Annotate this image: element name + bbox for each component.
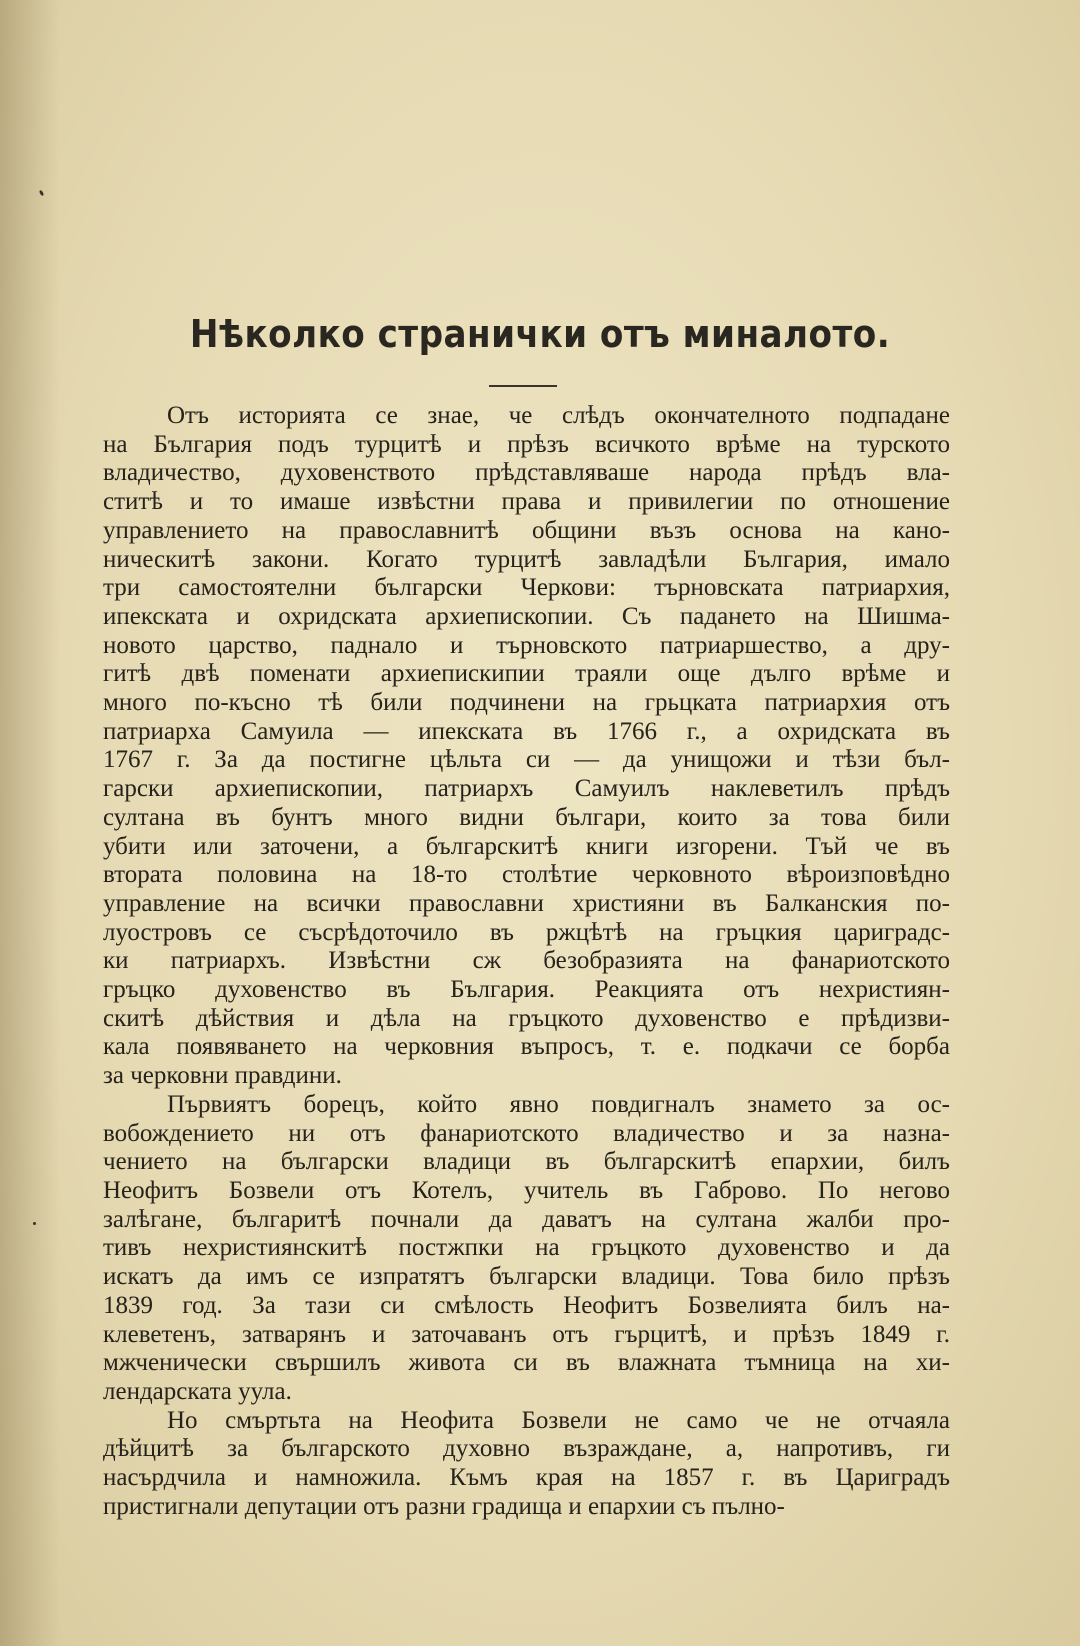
text-line: залѣгане, българитѣ почнали да даватъ на султана жалби про-	[103, 1205, 950, 1233]
text-line: патриарха Самуила — ипекската въ 1766 г., а охридската въ	[103, 717, 950, 745]
paragraph	[103, 1407, 950, 1522]
text-line: за черковни правдини.	[103, 1062, 342, 1090]
text-line: чението на български владици въ българскитѣ епархии, билъ	[103, 1148, 950, 1176]
spine-shadow	[0, 0, 60, 1646]
text-line: 1839 год. За тази си смѣлость Неофитъ Бозвелията билъ на-	[103, 1291, 950, 1319]
text-line: втората половина на 18-то столѣтие черковното вѣроизповѣдно	[103, 861, 950, 889]
text-line: кала появяването на черковния въпросъ, т. е. подкачи се борба	[103, 1033, 950, 1061]
article-body	[103, 402, 950, 1521]
text-line: насърдчила и намножила. Къмъ края на 1857 г. въ Цариградъ	[103, 1464, 950, 1492]
text-line: ки патриархъ. Извѣстни сж безобразията на фанариотското	[103, 947, 950, 975]
text-line: гитѣ двѣ поменати архиепискипии траяли още дълго врѣме и	[103, 660, 950, 688]
text-line: клеветенъ, затварянъ и заточаванъ отъ гърцитѣ, и прѣзъ 1849 г.	[103, 1320, 950, 1348]
text-line: на България подъ турцитѣ и прѣзъ всичкото врѣме на турското	[103, 430, 950, 458]
text-line: три самостоятелни български Черкови: търновската патриархия,	[103, 574, 950, 602]
text-line: много по-късно тѣ били подчинени на грьцката патриархия отъ	[103, 689, 950, 717]
text-line: управлението на православнитѣ общини възъ основа на кано-	[103, 516, 950, 544]
text-line: ипекската и охридската архиепископии. Съ падането на Шишма-	[103, 602, 950, 630]
text-line: луостровъ се съсрѣдоточило въ ржцѣтѣ на гръцкия цариградс-	[103, 918, 950, 946]
text-line: султана въ бунтъ много видни българи, които за това били	[103, 803, 950, 831]
text-line: дѣйцитѣ за българското духовно възраждане, а, напротивъ, ги	[103, 1435, 950, 1463]
paragraph	[103, 402, 950, 1091]
title-divider	[489, 385, 557, 387]
text-line: лендарската уула.	[103, 1377, 292, 1405]
text-line: ническитѣ закони. Когато турцитѣ завладѣли България, имало	[103, 545, 950, 573]
text-line: владичество, духовенството прѣдставляваше народа прѣдъ вла-	[103, 459, 950, 487]
text-line: Неофитъ Бозвели отъ Котелъ, учитель въ Габрово. По негово	[103, 1176, 950, 1204]
text-line: управление на всички православни християни въ Балканския по-	[103, 889, 950, 917]
text-line: гарски архиепископии, патриархъ Самуилъ наклеветилъ прѣдъ	[103, 775, 950, 803]
text-line: убити или заточени, а българскитѣ книги изгорени. Тъй че въ	[103, 832, 950, 860]
text-line: новото царство, паднало и търновското патриаршество, а дру-	[103, 631, 950, 659]
text-line: мжченически свършилъ живота си въ влажната тъмница на хи-	[103, 1349, 950, 1377]
page-title: Нѣколко странички отъ миналото.	[189, 312, 891, 356]
text-line: скитѣ дѣйствия и дѣла на гръцкото духовенство е прѣдизви-	[103, 1004, 950, 1032]
text-line: вобождението ни отъ фанариотското владичество и за назна-	[103, 1119, 950, 1147]
text-line: Първиятъ борецъ, който явно повдигналъ знамето за ос-	[167, 1090, 950, 1118]
text-line: пристигнали депутации отъ разни градища и епархии съ пълно-	[103, 1492, 785, 1520]
text-line: искатъ да имъ се изпратятъ български владици. Това било прѣзъ	[103, 1263, 950, 1291]
text-line: гръцко духовенство въ България. Реакцията отъ нехристиян-	[103, 976, 950, 1004]
text-line: Но смъртьта на Неофита Бозвели не само че не отчаяла	[167, 1406, 950, 1434]
text-line: 1767 г. За да постигне цѣльта си — да унищожи и тѣзи бъл-	[103, 746, 950, 774]
text-line: ститѣ и то имаше извѣстни права и привилегии по отношение	[103, 488, 950, 516]
text-line: Отъ историята се знае, че слѣдъ окончателното подпадане	[167, 402, 950, 429]
paragraph	[103, 1091, 950, 1407]
ink-speck	[33, 1222, 36, 1225]
text-line: тивъ нехристиянскитѣ постжпки на гръцкото духовенство и да	[103, 1234, 950, 1262]
